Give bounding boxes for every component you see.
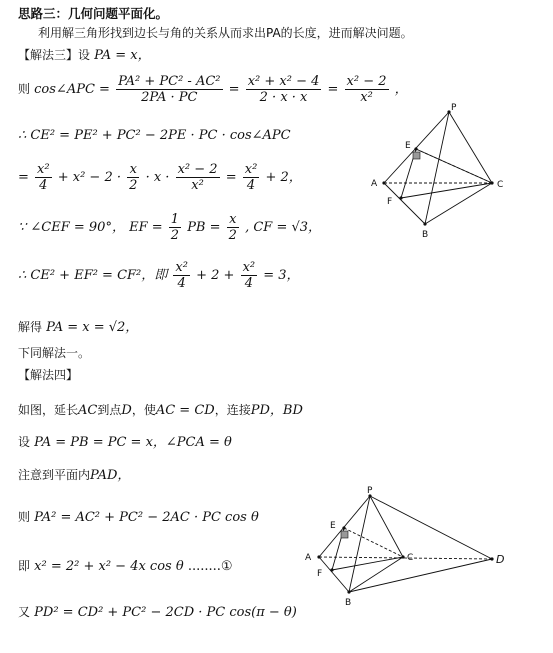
same-as-method1: 下同解法一。 xyxy=(18,346,91,360)
note-line: 注意到平面内PAD， xyxy=(18,468,131,483)
set4-line: 设 PA = PB = PC = x，∠PCA = θ xyxy=(18,435,232,450)
cos-lhs: cos∠APC = xyxy=(34,82,110,97)
ce-expansion: = $\frac{\text{x²}}{4}$ + x² − 2 · $\frac{x}{2}$ · x · $\frac{\text{x² − 2}}{\text{x²}}$ = $\frac{\text{x²}}{4}$ + 2， xyxy=(18,162,302,193)
right-angle-marker-2 xyxy=(341,531,348,538)
svg-text:C: C xyxy=(497,180,504,190)
svg-text:P: P xyxy=(451,103,457,113)
exp-fraction-1: $\frac{\text{x²}}{4}$ xyxy=(37,162,50,193)
pd-squared-line: 又 PD² = CD² + PC² − 2CD · PC cos(π − θ) xyxy=(18,605,297,620)
svg-text:F: F xyxy=(387,197,393,207)
method3-line xyxy=(18,44,151,63)
right-angle-marker xyxy=(413,152,420,159)
svg-text:D: D xyxy=(496,553,505,566)
ce-squared-line: ∴ CE² = PE² + PC² − 2PE · PC · cos∠APC xyxy=(18,128,291,143)
svg-text:E: E xyxy=(330,521,336,531)
svg-text:E: E xyxy=(405,141,411,151)
svg-text:A: A xyxy=(371,179,378,189)
intro-text: 利用解三角形找到边长与角的关系从而求出PA的长度，进而解决问题。 xyxy=(38,26,413,40)
cos-fraction-1: $\frac{\text{PA² + PC² - AC²}}{2PA \cdot PC}$ xyxy=(118,74,221,105)
figure-tetrahedron-2 xyxy=(300,484,510,609)
section-heading: 思路三：几何问题平面化。 xyxy=(18,6,169,21)
method3-label: 【解法三】设 xyxy=(18,48,91,62)
exp-fraction-2: $\frac{x}{2}$ xyxy=(129,162,138,193)
method4-label: 【解法四】 xyxy=(18,368,79,382)
method3-set: PA = x， xyxy=(94,48,151,63)
svg-text:P: P xyxy=(367,486,373,496)
cos-prefix: 则 xyxy=(18,82,31,96)
law-of-cosines-1: 则 PA² = AC² + PC² − 2AC · PC cos θ xyxy=(18,510,259,525)
cos-fraction-2: $\frac{\text{x² + x² − 4}}{2 \cdot x \cdot x}$ xyxy=(247,74,320,105)
svg-text:B: B xyxy=(345,598,352,608)
svg-text:A: A xyxy=(305,553,312,563)
extend-line: 如图，延长AC到点D，使AC = CD，连接PD，BD xyxy=(18,403,303,418)
solve-line: 解得 PA = x = √2， xyxy=(18,320,139,335)
svg-text:B: B xyxy=(422,230,429,240)
cef-line: ∵ ∠CEF = 90°， EF = $\frac{1}{2}$ PB = $\frac{x}{2}$ , CF = √3， xyxy=(18,212,322,243)
figure-tetrahedron-1 xyxy=(365,100,525,240)
cos-formula: 则 cos∠APC = $\frac{\text{PA² + PC² - AC²}}{2PA \cdot PC}$ = $\frac{\text{x² + x² − 4}}{2 \cdot x \cdot x}$ = $\frac{\text{x² − 2}}{\text{x²}}$ ， xyxy=(18,74,408,105)
sum-fraction-2: $\frac{\text{x²}}{4}$ xyxy=(242,260,256,291)
cef-fraction-1: $\frac{1}{2}$ xyxy=(170,212,180,243)
svg-text:F: F xyxy=(317,569,323,579)
exp-fraction-4: $\frac{\text{x²}}{4}$ xyxy=(244,162,258,193)
equation-1: 即 x² = 2² + x² − 4x cos θ ........① xyxy=(18,559,233,574)
sum-fraction-1: $\frac{\text{x²}}{4}$ xyxy=(175,260,188,291)
svg-text:C: C xyxy=(407,553,414,563)
sum-line: ∴ CE² + EF² = CF²，即 $\frac{\text{x²}}{4}$ + 2 + $\frac{\text{x²}}{4}$ = 3， xyxy=(18,260,300,291)
cos-fraction-3: $\frac{\text{x² − 2}}{\text{x²}}$ xyxy=(346,74,387,105)
cef-fraction-2: $\frac{x}{2}$ xyxy=(228,212,237,243)
exp-fraction-3: $\frac{\text{x² − 2}}{\text{x²}}$ xyxy=(177,162,218,193)
